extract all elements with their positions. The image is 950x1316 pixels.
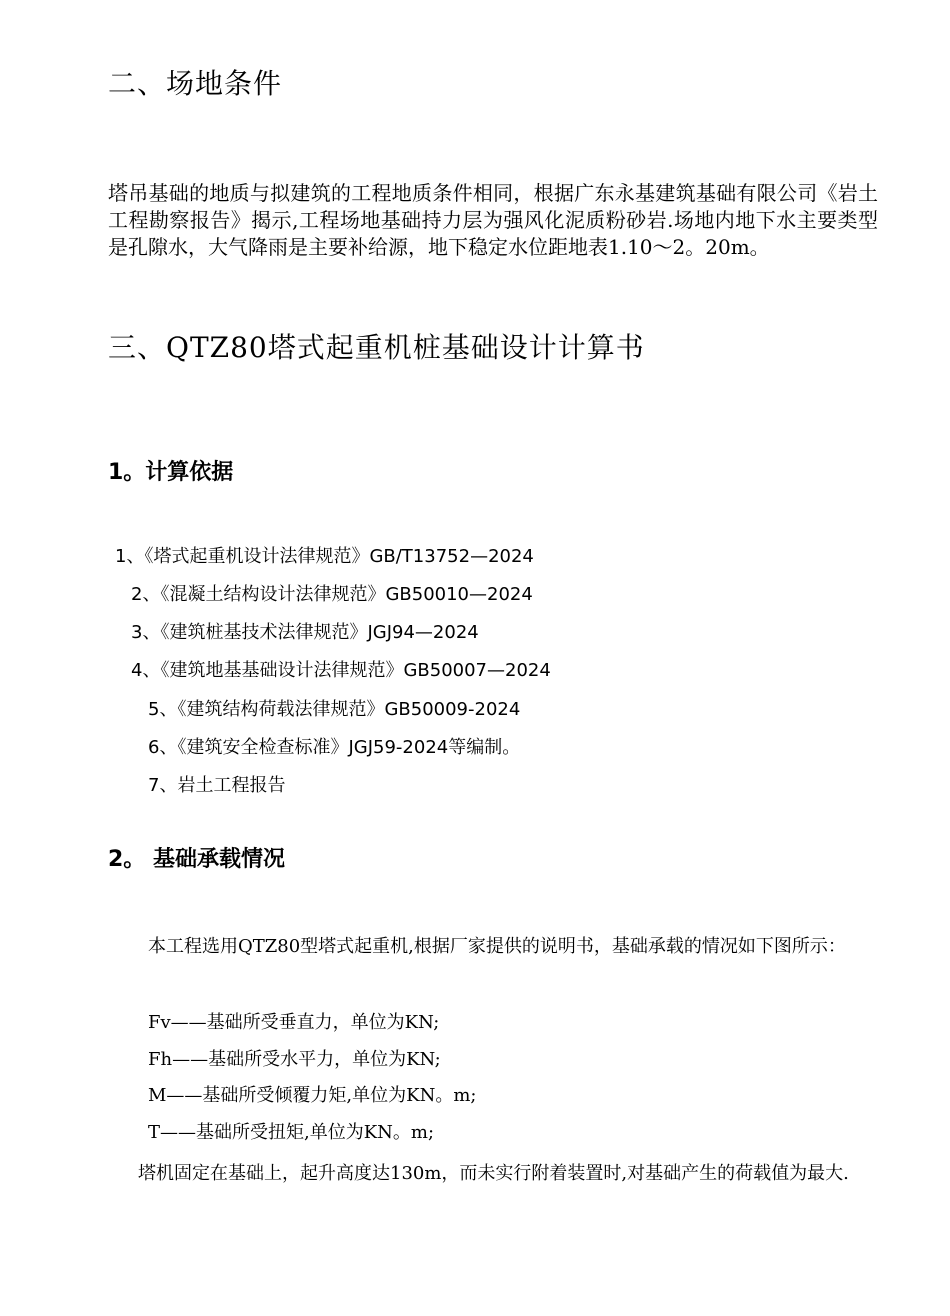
load-definition: Fv——基础所受垂直力，单位为KN; bbox=[148, 1012, 440, 1033]
reference-item: 4、《建筑地基基础设计法律规范》GB50007—2024 bbox=[131, 660, 551, 681]
load-definition: Fh——基础所受水平力，单位为KN; bbox=[148, 1049, 441, 1070]
load-closing-paragraph: 塔机固定在基础上，起升高度达130m，而未实行附着装置时,对基础产生的荷载值为最大. bbox=[138, 1163, 849, 1184]
reference-item: 3、《建筑桩基技术法律规范》JGJ94—2024 bbox=[131, 622, 479, 643]
subheading-calculation-basis: 1。计算依据 bbox=[108, 460, 234, 485]
load-definition: M——基础所受倾覆力矩,单位为KN。m; bbox=[148, 1085, 477, 1106]
reference-item: 6、《建筑安全检查标准》JGJ59-2024等编制。 bbox=[148, 737, 521, 758]
reference-item: 1、《塔式起重机设计法律规范》GB/T13752—2024 bbox=[115, 546, 534, 567]
reference-item: 5、《建筑结构荷载法律规范》GB50009-2024 bbox=[148, 699, 521, 720]
subheading-load-bearing: 2。 基础承载情况 bbox=[108, 847, 285, 872]
site-conditions-paragraph: 塔吊基础的地质与拟建筑的工程地质条件相同，根据广东永基建筑基础有限公司《岩土工程勘察报告》揭示,工程场地基础持力层为强风化泥质粉砂岩.场地内地下水主要类型是孔隙水，大气降雨是主要补给源，地下稳定水位距地表1.10～2。20m。 bbox=[108, 181, 878, 259]
reference-item: 7、岩土工程报告 bbox=[148, 775, 286, 796]
section-heading-site-conditions: 二、场地条件 bbox=[108, 67, 283, 100]
reference-item: 2、《混凝土结构设计法律规范》GB50010—2024 bbox=[131, 584, 533, 605]
load-definition: T——基础所受扭矩,单位为KN。m; bbox=[148, 1122, 435, 1143]
load-intro-paragraph: 本工程选用QTZ80型塔式起重机,根据厂家提供的说明书，基础承载的情况如下图所示： bbox=[148, 936, 846, 957]
section-heading-calculation-book: 三、QTZ80塔式起重机桩基础设计计算书 bbox=[108, 331, 645, 364]
